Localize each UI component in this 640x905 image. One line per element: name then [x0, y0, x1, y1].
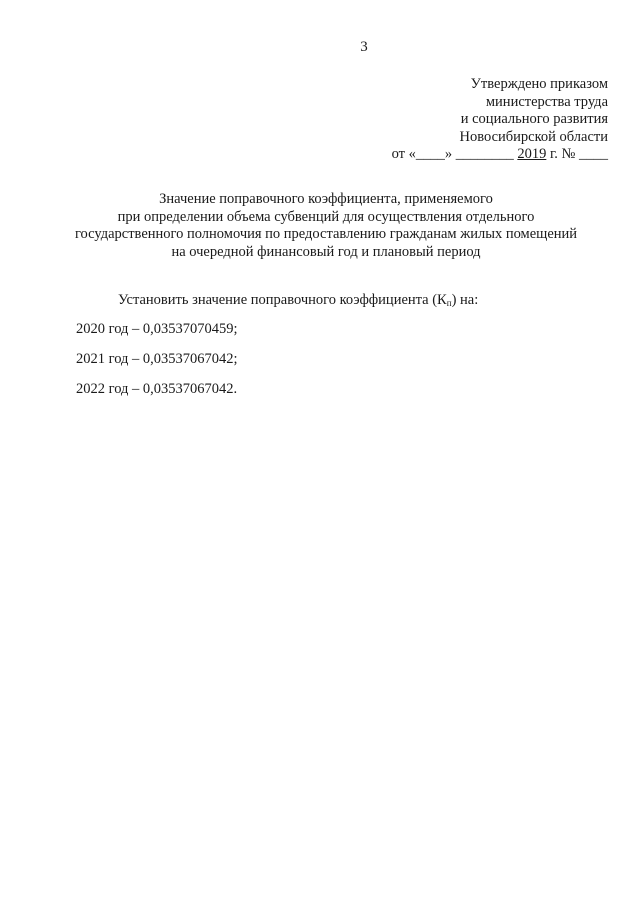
coefficient-2022: 2022 год – 0,03537067042. [76, 381, 238, 397]
approval-line-2: министерства труда [485, 93, 608, 110]
year-suffix: г. № [546, 146, 579, 162]
approval-year: 2019 [517, 146, 547, 162]
intro-text: Установить значение поправочного коэффициента (К [118, 292, 447, 308]
number-blank: ____ [579, 146, 608, 162]
intro-text-end: ) на: [451, 292, 479, 308]
coefficient-subscript: п [446, 298, 452, 308]
intro-paragraph [118, 292, 478, 310]
title-line-2: при определении объема субвенций для осуществления отдельного [117, 208, 535, 225]
approval-line-1: Утверждено приказом [470, 76, 608, 92]
title-line-4: на очередной финансовый год и плановый период [171, 243, 481, 260]
title-line-3: государственного полномочия по предоставлению гражданам жилых помещений [74, 226, 578, 242]
date-prefix: от « [391, 146, 416, 162]
document-title [40, 191, 612, 261]
day-blank: ____ [415, 146, 445, 162]
approval-date-line [392, 146, 608, 164]
coefficient-2020: 2020 год – 0,03537070459; [76, 321, 238, 337]
coefficient-2021: 2021 год – 0,03537067042; [76, 351, 238, 367]
approval-block [392, 76, 608, 164]
title-line-1: Значение поправочного коэффициента, применяемого [159, 191, 493, 207]
page-number: 3 [360, 39, 368, 55]
approval-line-4: Новосибирской области [459, 128, 608, 145]
date-mid: » ________ [444, 146, 518, 162]
approval-line-3: и социального развития [460, 111, 608, 127]
